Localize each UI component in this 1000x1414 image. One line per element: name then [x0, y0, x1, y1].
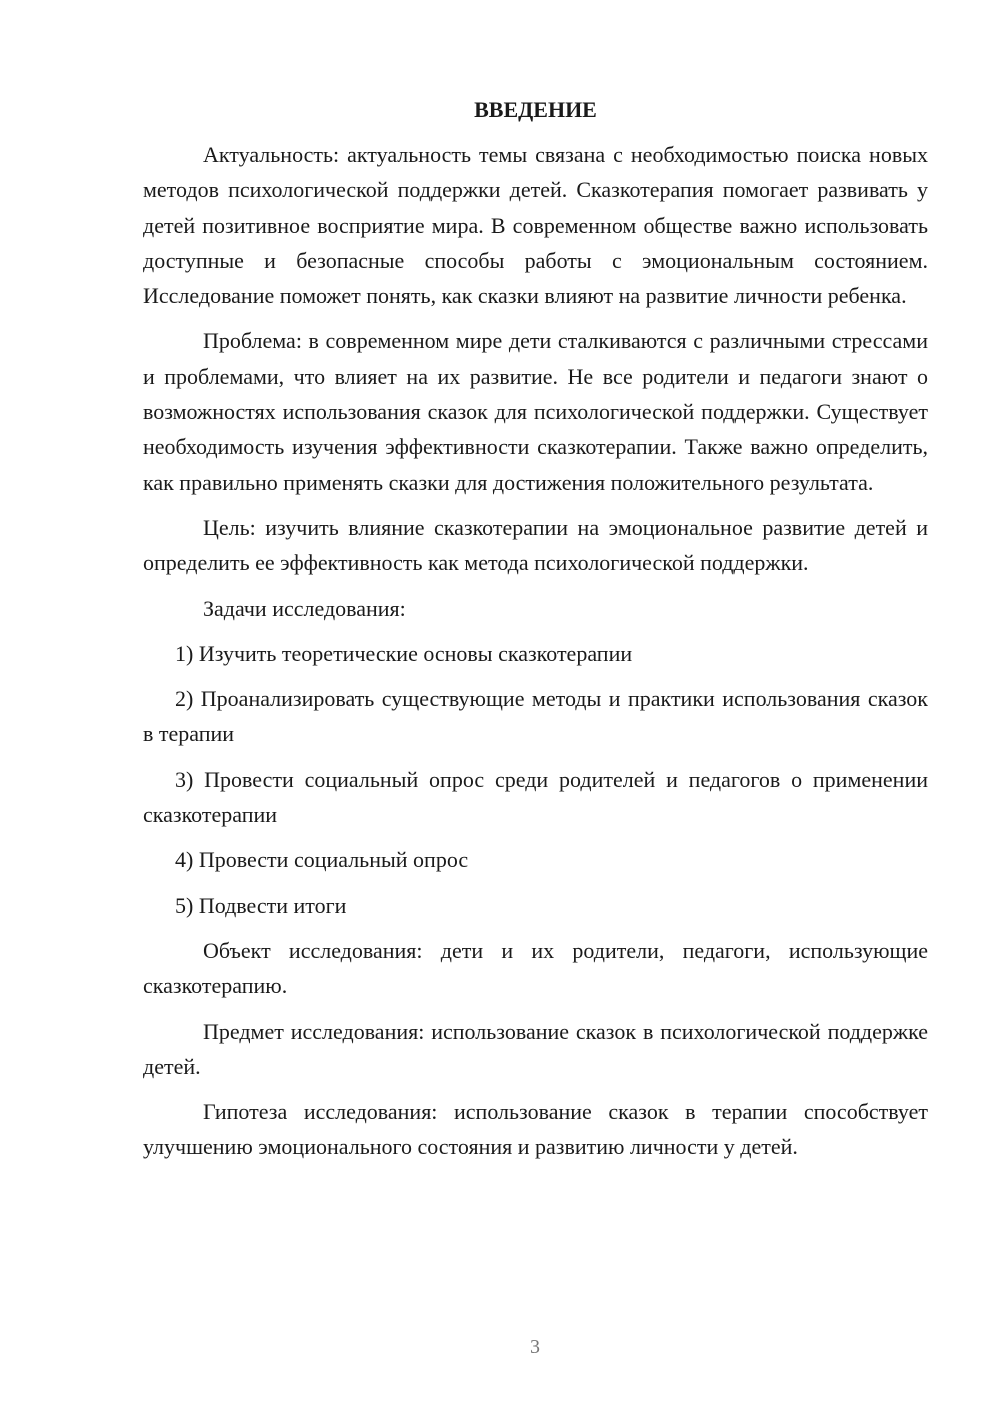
task-item: 4) Провести социальный опрос	[175, 847, 469, 873]
tasks-list	[143, 636, 928, 923]
page-number: 3	[530, 1336, 540, 1358]
relevance-paragraph: Актуальность: актуальность темы связана с необходимостью поиска новых методов психологической поддержки детей. Сказкотерапия помогает развивать у детей позитивное восприятие мира. В современном обществе важно использовать доступные и безопасные способы работы с эмоциональным состоянием. Исследование поможет понять, как сказки влияют на развитие личности ребенка.	[143, 142, 928, 309]
subject-paragraph: Предмет исследования: использование сказок в психологической поддержке детей.	[143, 1018, 928, 1079]
task-item: 5) Подвести итоги	[175, 892, 347, 918]
task-item: 2) Проанализировать существующие методы и практики использования сказок в терапии	[143, 686, 928, 747]
tasks-heading: Задачи исследования:	[203, 595, 406, 621]
section-title: ВВЕДЕНИЕ	[474, 97, 597, 122]
document-page	[143, 92, 928, 1175]
problem-paragraph: Проблема: в современном мире дети сталкиваются с различными стрессами и проблемами, что влияет на их развитие. Не все родители и педагоги знают о возможностях использования сказок для психологической поддержки. Существует необходимость изучения эффективности сказкотерапии. Также важно определить, как правильно применять сказки для достижения положительного результата.	[143, 328, 928, 495]
task-item: 1) Изучить теоретические основы сказкотерапии	[175, 640, 633, 666]
goal-paragraph: Цель: изучить влияние сказкотерапии на эмоциональное развитие детей и определить ее эффективность как метода психологической поддержки.	[143, 514, 928, 576]
task-item: 3) Провести социальный опрос среди родителей и педагогов о применении сказкотерапии	[143, 766, 928, 828]
hypothesis-paragraph: Гипотеза исследования: использование сказок в терапии способствует улучшению эмоционального состояния и развитию личности у детей.	[143, 1099, 928, 1160]
object-paragraph: Объект исследования: дети и их родители, педагоги, использующие сказкотерапию.	[143, 937, 928, 999]
